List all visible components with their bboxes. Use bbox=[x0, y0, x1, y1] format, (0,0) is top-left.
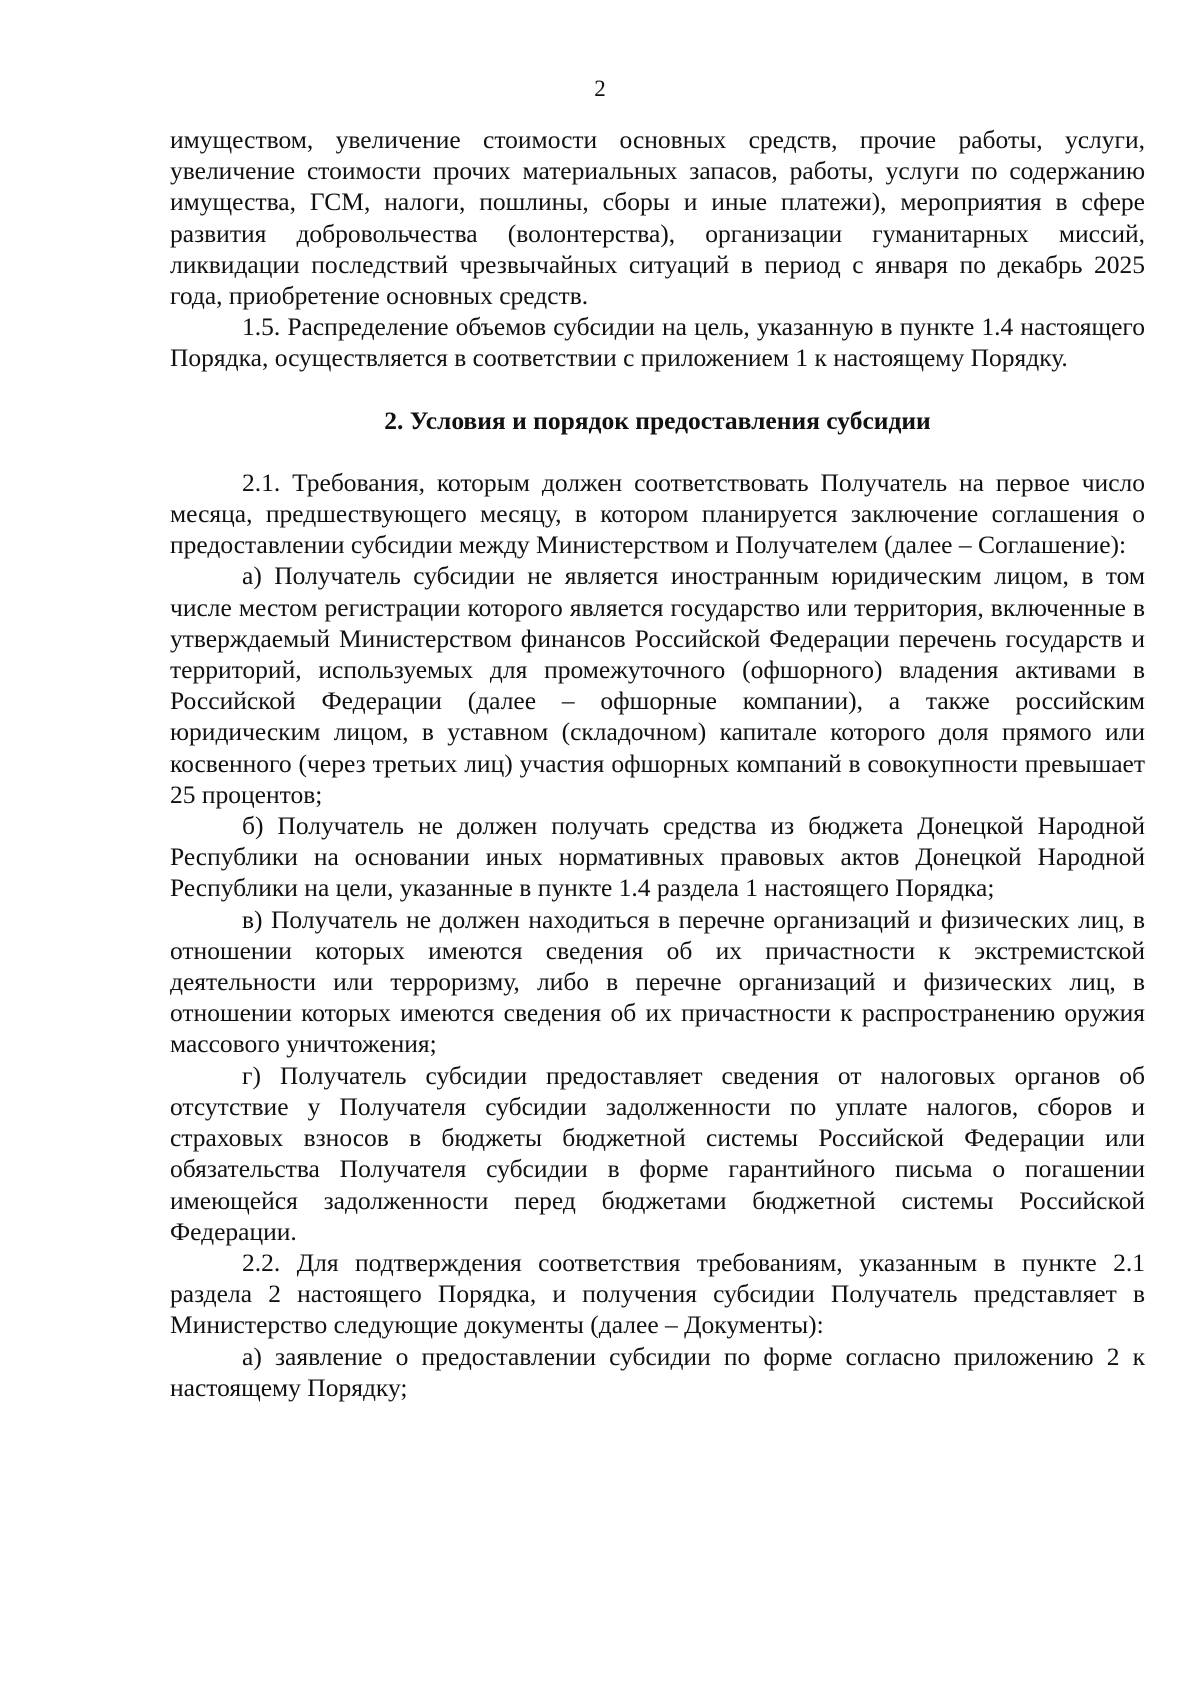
paragraph-2-1-v: в) Получатель не должен находиться в перечне организаций и физических лиц, в отношении которых имеются сведения об их причастности к экстремистской деятельности или терроризму, либо в перечне организаций и физических лиц, в отношении которых имеются сведения об их причастности к распространению оружия массового уничтожения; bbox=[170, 904, 1145, 1059]
paragraph-1-5: 1.5. Распределение объемов субсидии на цель, указанную в пункте 1.4 настоящего Порядка, осуществляется в соответствии с приложением 1 к настоящему Порядку. bbox=[170, 312, 1145, 373]
paragraph-2-2: 2.2. Для подтверждения соответствия требованиям, указанным в пункте 2.1 раздела 2 настоящего Порядка, и получения субсидии Получатель представляет в Министерство следующие документы (далее – Документы): bbox=[170, 1247, 1145, 1340]
paragraph-continuation: имуществом, увеличение стоимости основных средств, прочие работы, услуги, увеличение стоимости прочих материальных запасов, работы, услуги по содержанию имущества, ГСМ, налоги, пошлины, сборы и иные платежи), мероприятия в сфере развития добровольчества (волонтерства), организации гуманитарных миссий, ликвидации последствий чрезвычайных ситуаций в период с января по декабрь 2025 года, приобретение основных средств. bbox=[170, 125, 1145, 311]
paragraph-2-1-b: б) Получатель не должен получать средства из бюджета Донецкой Народной Республики на основании иных нормативных правовых актов Донецкой Народной Республики на цели, указанные в пункте 1.4 раздела 1 настоящего Порядка; bbox=[170, 811, 1145, 903]
page-number: 2 bbox=[594, 76, 606, 101]
paragraph-2-2-a: а) заявление о предоставлении субсидии по форме согласно приложению 2 к настоящему Порядку; bbox=[170, 1341, 1145, 1402]
paragraph-2-1: 2.1. Требования, которым должен соответствовать Получатель на первое число месяца, предшествующего месяцу, в котором планируется заключение соглашения о предоставлении субсидии между Министерством и Получателем (далее – Соглашение): bbox=[170, 467, 1145, 560]
document-body bbox=[170, 124, 1145, 1403]
section-heading: 2. Условия и порядок предоставления субсидии bbox=[384, 405, 931, 435]
paragraph-2-1-g: г) Получатель субсидии предоставляет сведения от налоговых органов об отсутствие у Получателя субсидии задолженности по уплате налогов, сборов и страховых взносов в бюджеты бюджетной системы Российской Федерации или обязательства Получателя субсидии в форме гарантийного письма о погашении имеющейся задолженности перед бюджетами бюджетной системы Российской Федерации. bbox=[170, 1060, 1145, 1246]
paragraph-2-1-a: а) Получатель субсидии не является иностранным юридическим лицом, в том числе местом регистрации которого является государство или территория, включенные в утверждаемый Министерством финансов Российской Федерации перечень государств и территорий, используемых для промежуточного (офшорного) владения активами в Российской Федерации (далее – офшорные компании), а также российским юридическим лицом, в уставном (складочном) капитале которого доля прямого или косвенного (через третьих лиц) участия офшорных компаний в совокупности превышает 25 процентов; bbox=[170, 561, 1145, 809]
